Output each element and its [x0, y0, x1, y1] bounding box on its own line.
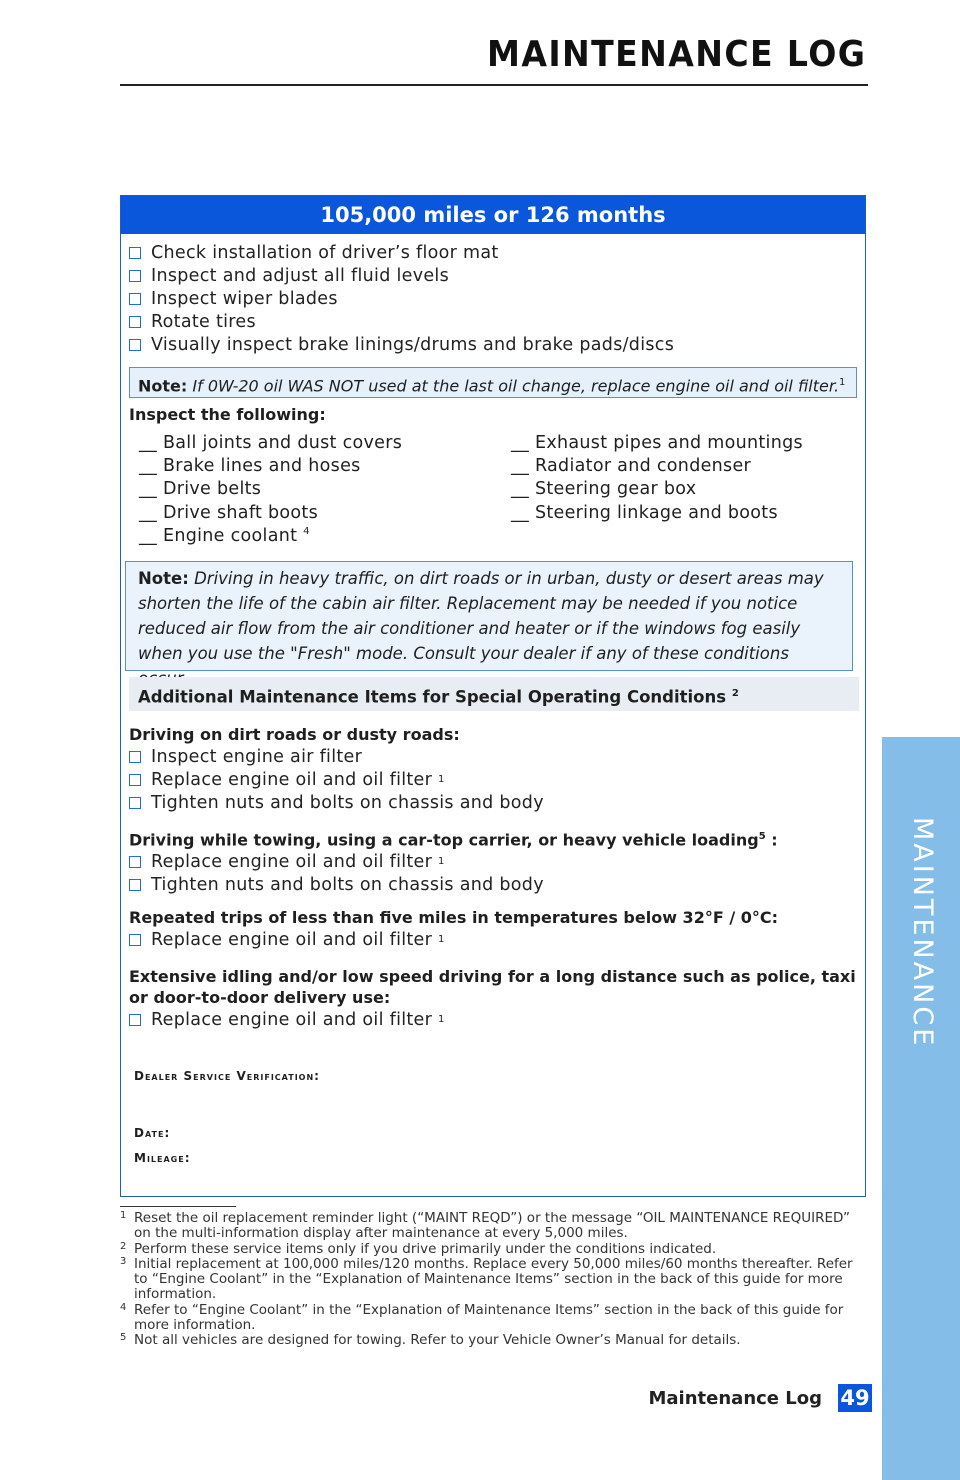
section-tab	[882, 737, 960, 1480]
additional-items-title: Additional Maintenance Items for Special Operating Conditions	[138, 687, 727, 707]
checkbox[interactable]	[129, 339, 141, 351]
inspect-item: __ Radiator and condenser	[511, 456, 752, 477]
footnote-ref: 1	[438, 934, 445, 945]
checklist-item	[129, 241, 674, 264]
footnote-number: 2	[120, 1240, 127, 1252]
condition-heading-suffix: :	[765, 830, 778, 850]
checklist-item-label: Tighten nuts and bolts on chassis and body	[151, 874, 544, 895]
title-rule	[120, 84, 868, 86]
checkbox[interactable]	[129, 247, 141, 259]
condition-heading-text: Driving while towing, using a car-top carrier, or heavy vehicle loading	[129, 830, 759, 850]
note-label: Note:	[138, 569, 189, 588]
interval-title: 105,000 miles or 126 months	[121, 196, 865, 234]
checkbox[interactable]	[129, 1014, 141, 1026]
mileage-label: Mileage:	[134, 1151, 191, 1165]
additional-items-heading	[129, 677, 859, 711]
footnote-ref: 1	[438, 1014, 445, 1025]
footnote	[120, 1211, 866, 1242]
inspect-item: __ Drive shaft boots	[139, 502, 318, 523]
checklist-item	[129, 1008, 857, 1031]
footnote-ref: 5	[758, 831, 766, 842]
inspect-item: __ Drive belts	[139, 479, 262, 500]
checklist	[129, 241, 674, 356]
note-text: Driving in heavy traffic, on dirt roads or in urban, dusty or desert areas may shorten the life of the cabin air filter. Replacement may be needed if you notice reduced air flow from the air conditioner and heater or if the windows fog easily when you use the "Fresh" mode. Consult your dealer if any of these conditions	[138, 569, 824, 663]
checklist-item-label: Inspect engine air filter	[151, 746, 363, 767]
checkbox[interactable]	[129, 316, 141, 328]
inspect-item: __ Steering gear box	[511, 479, 697, 500]
footnote-text: Reset the oil replacement reminder light (“MAINT REQD”) or the message “OIL MAINTENANCE REQUIRED” on the multi-information display after maintenance at every 5,000 miles.	[134, 1210, 851, 1242]
oil-note	[129, 367, 857, 398]
checkbox[interactable]	[129, 751, 141, 763]
inspect-item: __ Ball joints and dust covers	[139, 433, 403, 453]
condition-short-trips	[129, 907, 778, 951]
checklist-item-label: Tighten nuts and bolts on chassis and body	[151, 792, 544, 813]
footnote-ref: 4	[303, 525, 310, 537]
footnote-ref: 1	[438, 856, 445, 868]
checkbox[interactable]	[129, 293, 141, 305]
inspect-item: __ Brake lines and hoses	[139, 456, 361, 477]
condition-towing	[129, 826, 778, 896]
checklist-item	[129, 264, 674, 287]
footnote	[120, 1333, 866, 1348]
checklist-item-label: Inspect and adjust all fluid levels	[151, 265, 449, 286]
section-tab-label: MAINTENANCE	[907, 817, 938, 1049]
checkbox[interactable]	[129, 774, 141, 786]
condition-idling	[129, 966, 857, 1031]
checklist-item	[129, 768, 544, 791]
checklist-item-label: Replace engine oil and oil filter	[151, 929, 433, 950]
checklist-item	[129, 850, 778, 873]
footnote-number: 3	[120, 1255, 127, 1267]
inspect-item	[139, 526, 402, 549]
checkbox[interactable]	[129, 934, 141, 946]
footnote	[120, 1303, 866, 1334]
footnote	[120, 1242, 866, 1257]
checklist-item	[129, 745, 544, 768]
checklist-item	[129, 873, 778, 896]
checklist-item	[129, 928, 778, 951]
inspect-item: __ Exhaust pipes and mountings	[511, 433, 803, 453]
cabin-filter-note	[125, 561, 853, 671]
footnote-text: Not all vehicles are designed for towing. Refer to your Vehicle Owner’s Manual for details.	[134, 1332, 741, 1349]
page-title: MAINTENANCE LOG	[486, 34, 866, 75]
inspect-list-right	[511, 433, 803, 526]
inspect-list-left	[139, 433, 402, 549]
checklist-item	[129, 333, 674, 356]
checklist-item-label: Replace engine oil and oil filter	[151, 1009, 433, 1030]
maintenance-interval-box	[120, 195, 866, 1197]
condition-dirt-roads	[129, 724, 544, 814]
footnote-text: Perform these service items only if you drive primarily under the conditions indicated.	[134, 1240, 717, 1257]
checkbox[interactable]	[129, 879, 141, 891]
footer-section-label: Maintenance Log	[648, 1388, 822, 1409]
condition-heading: Driving on dirt roads or dusty roads:	[129, 725, 460, 744]
date-label: Date:	[134, 1126, 171, 1140]
inspect-item: __ Steering linkage and boots	[511, 502, 778, 523]
footnote-number: 5	[120, 1332, 127, 1344]
condition-heading	[129, 826, 778, 850]
page-number: 49	[838, 1384, 872, 1412]
inspect-item-label: __ Engine coolant	[139, 525, 298, 546]
condition-heading: Repeated trips of less than five miles in temperatures below 32°F / 0°C:	[129, 908, 779, 927]
checklist-item-label: Replace engine oil and oil filter	[151, 851, 433, 872]
footnote-number: 4	[120, 1301, 127, 1313]
checklist-item	[129, 287, 674, 310]
checklist-item-label: Rotate tires	[151, 311, 256, 332]
footnote-number: 1	[120, 1210, 127, 1221]
footnote-text: Initial replacement at 100,000 miles/120 months. Replace every 50,000 miles/60 months thereafter. Refer to “Engine Coolant” in the “Explanation of Maintenance Items” section in the back of this guide for more information.	[134, 1255, 853, 1303]
checkbox[interactable]	[129, 797, 141, 809]
footnote-text: Refer to “Engine Coolant” in the “Explanation of Maintenance Items” section in the back of this guide for more information.	[134, 1301, 844, 1334]
note-text: If 0W-20 oil WAS NOT used at the last oil change, replace engine oil and oil filter.	[192, 376, 840, 396]
inspect-heading: Inspect the following:	[129, 405, 326, 424]
footnote-rule	[120, 1206, 236, 1207]
checkbox[interactable]	[129, 270, 141, 282]
footnote	[120, 1257, 866, 1303]
footnote-ref: 1	[438, 774, 445, 785]
checklist-item-label: Inspect wiper blades	[151, 288, 338, 309]
checklist-item-label: Replace engine oil and oil filter	[151, 769, 433, 790]
footnote-ref: 2	[731, 688, 739, 699]
checklist-item-label: Visually inspect brake linings/drums and brake pads/discs	[151, 334, 675, 355]
condition-heading: Extensive idling and/or low speed driving for a long distance such as police, taxi or door-to-door delivery use:	[129, 967, 856, 1007]
footnote-ref: 1	[839, 377, 846, 388]
footnotes	[120, 1211, 866, 1349]
note-label: Note:	[138, 376, 188, 396]
checklist-item-label: Check installation of driver’s floor mat	[151, 242, 499, 263]
checklist-item	[129, 310, 674, 333]
checkbox[interactable]	[129, 856, 141, 868]
checklist-item	[129, 791, 544, 814]
dealer-verification-label: Dealer Service Verification:	[134, 1069, 320, 1083]
